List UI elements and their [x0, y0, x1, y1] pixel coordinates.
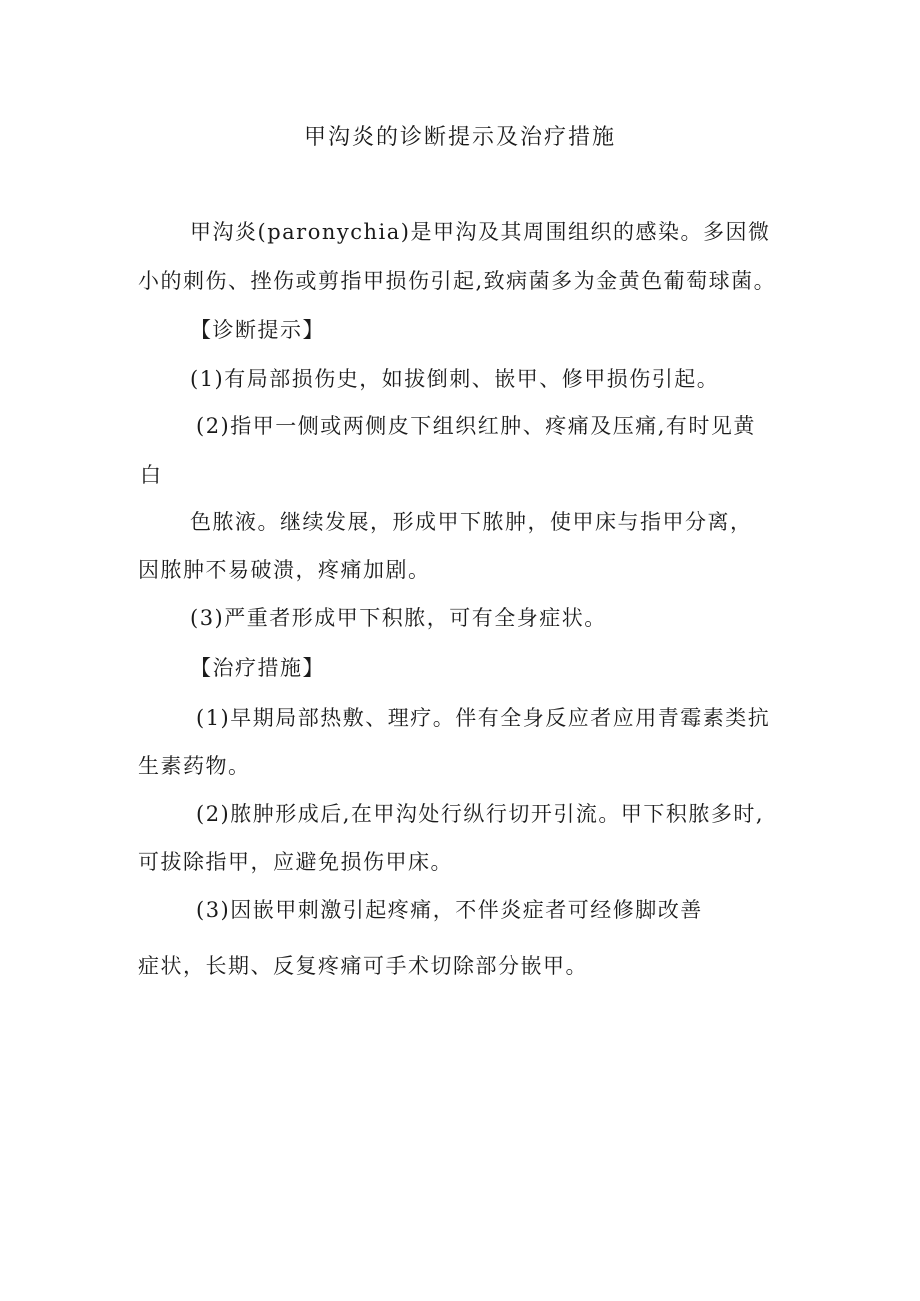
- document-title: 甲沟炎的诊断提示及治疗措施: [303, 125, 616, 150]
- section-heading-treatment: 【治疗措施】: [190, 656, 325, 680]
- diagnosis-item-3: (3)严重者形成甲下积脓，可有全身症状。: [190, 606, 607, 630]
- diagnosis-item-2-line-3: 色脓液。继续发展，形成甲下脓肿，使甲床与指甲分离，: [190, 510, 753, 534]
- treatment-item-2-line-1: (2)脓肿形成后,在甲沟处行纵行切开引流。甲下积脓多时,: [196, 802, 765, 826]
- treatment-item-2-line-2: 可拔除指甲，应避免损伤甲床。: [138, 850, 453, 874]
- paragraph-intro-line-2: 小的刺伤、挫伤或剪指甲损伤引起,致病菌多为金黄色葡萄球菌。: [138, 269, 777, 293]
- diagnosis-item-2-line-2: 白: [140, 463, 163, 487]
- diagnosis-item-1: (1)有局部损伤史，如拔倒刺、嵌甲、修甲损伤引起。: [190, 367, 720, 391]
- section-heading-diagnosis: 【诊断提示】: [190, 318, 325, 342]
- treatment-item-1-line-2: 生素药物。: [138, 754, 251, 778]
- diagnosis-item-2-line-4: 因脓肿不易破溃，疼痛加剧。: [138, 558, 431, 582]
- paragraph-intro-line-1: 甲沟炎(paronychia)是甲沟及其周围组织的感染。多因微: [190, 220, 771, 244]
- treatment-item-3-line-2: 症状，长期、反复疼痛可手术切除部分嵌甲。: [138, 954, 588, 978]
- treatment-item-1-line-1: (1)早期局部热敷、理疗。伴有全身反应者应用青霉素类抗: [196, 706, 771, 730]
- diagnosis-item-2-line-1: (2)指甲一侧或两侧皮下组织红肿、疼痛及压痛,有时见黄: [196, 414, 756, 438]
- treatment-item-3-line-1: (3)因嵌甲刺激引起疼痛，不伴炎症者可经修脚改善: [196, 898, 703, 922]
